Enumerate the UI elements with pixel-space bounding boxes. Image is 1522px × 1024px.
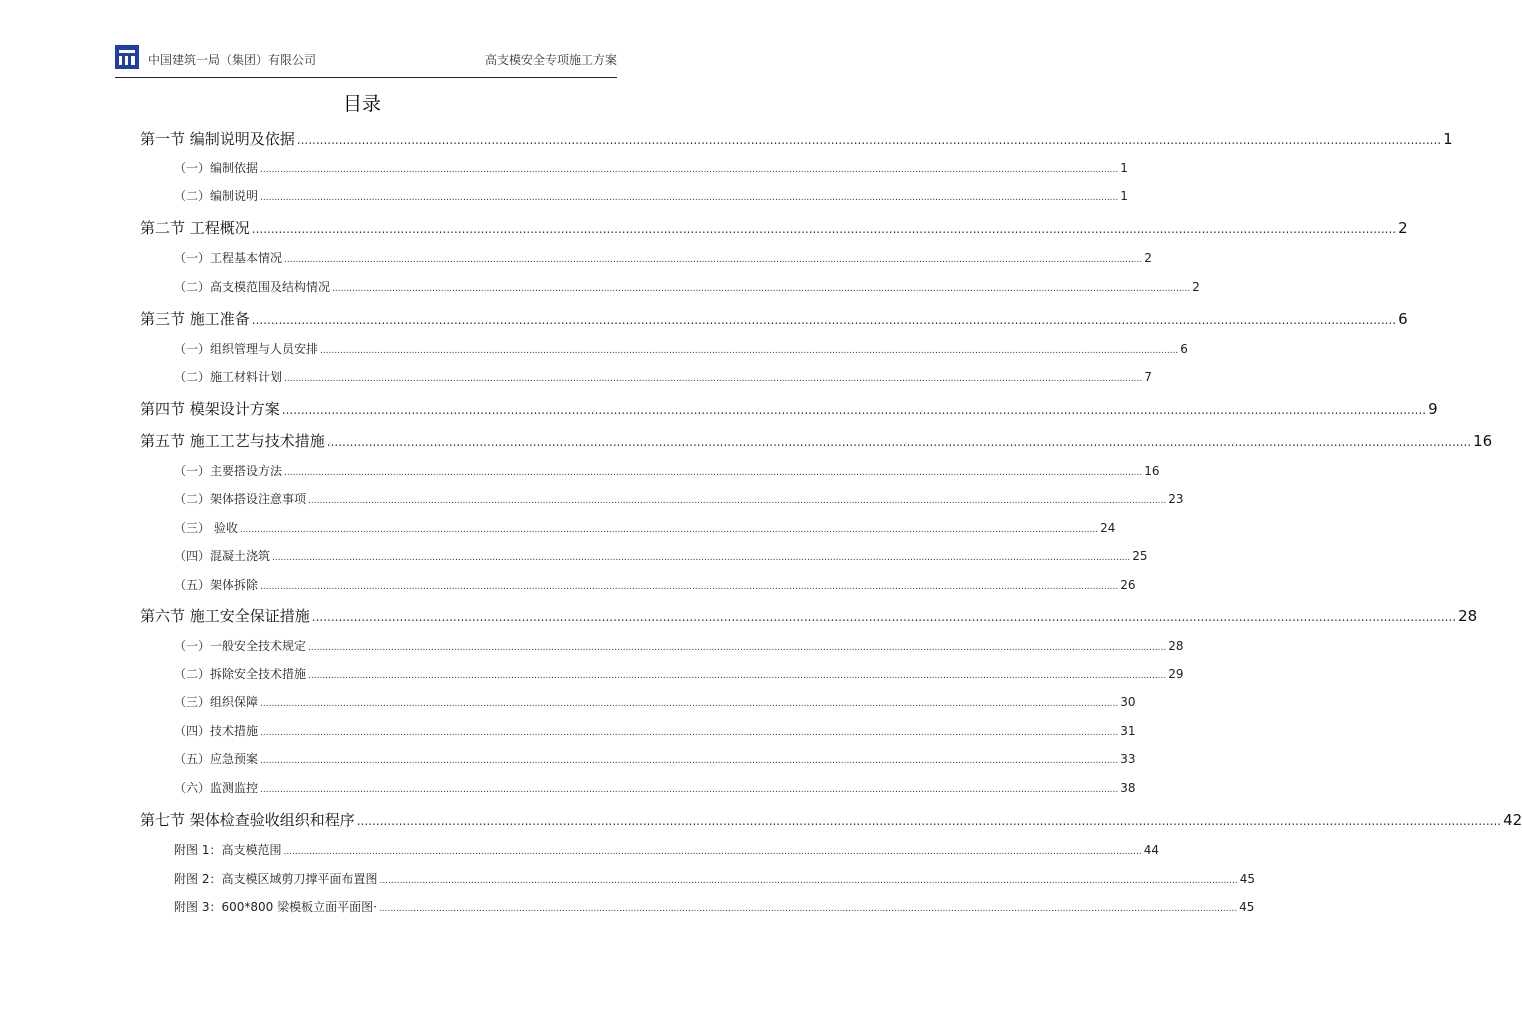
toc-page-number: 44: [1143, 843, 1159, 857]
toc-leader-dots: ............................................................................................................................................................................................................................................................................................................: [260, 756, 1119, 766]
toc-leader-dots: ............................................................................................................................................................................................................................................................................................................: [332, 284, 1191, 294]
toc-subsection-entry[interactable]: [174, 665, 1184, 682]
toc-subsection-entry[interactable]: [174, 278, 1200, 295]
toc-subsection-entry[interactable]: [174, 637, 1184, 654]
toc-leader-dots: ............................................................................................................................................................................................................................................................................................................: [260, 728, 1119, 738]
toc-page-number: 33: [1120, 752, 1136, 766]
toc-entry-title: 第七节 架体检查验收组织和程序: [140, 811, 355, 829]
toc-page-number: 45: [1239, 900, 1255, 914]
toc-section-entry[interactable]: [140, 217, 1408, 238]
toc-page-number: 6: [1398, 310, 1408, 328]
toc-subsection-entry[interactable]: [174, 750, 1136, 767]
toc-subsection-entry[interactable]: [174, 249, 1152, 266]
toc-page-number: 1: [1443, 130, 1453, 148]
toc-page-number: 29: [1168, 667, 1184, 681]
document-title: 高支模安全专项施工方案: [484, 53, 617, 67]
toc-page-number: 28: [1168, 639, 1184, 653]
toc-subsection-entry[interactable]: [174, 368, 1152, 385]
toc-entry-title: （五）应急预案: [174, 752, 259, 766]
toc-subsection-entry[interactable]: [174, 722, 1136, 739]
toc-leader-dots: ............................................................................................................................................................................................................................................................................................................: [283, 847, 1142, 857]
toc-subsection-entry[interactable]: [174, 187, 1128, 204]
toc-page-number: 7: [1144, 370, 1152, 384]
page-header: [115, 42, 617, 78]
toc-leader-dots: ............................................................................................................................................................................................................................................................................................................: [356, 814, 1502, 828]
toc-page-number: 1: [1120, 161, 1128, 175]
toc-page-number: 31: [1120, 724, 1136, 738]
toc-section-entry[interactable]: [140, 809, 1522, 830]
toc-subsection-entry[interactable]: [174, 159, 1128, 176]
toc-page-number: 45: [1239, 872, 1255, 886]
toc-subsection-entry[interactable]: [174, 490, 1184, 507]
toc-entry-title: （一）主要搭设方法: [174, 464, 283, 478]
toc-subsection-entry[interactable]: [174, 462, 1160, 479]
toc-entry-title: （二）拆除安全技术措施: [174, 667, 307, 681]
toc-subsection-entry[interactable]: [174, 841, 1159, 858]
toc-leader-dots: ............................................................................................................................................................................................................................................................................................................: [296, 133, 1442, 147]
toc-section-entry[interactable]: [140, 398, 1438, 419]
toc-entry-title: （二）编制说明: [174, 189, 259, 203]
toc-section-entry[interactable]: [140, 128, 1453, 149]
toc-page-number: 2: [1192, 280, 1200, 294]
toc-entry-title: 第四节 模架设计方案: [140, 400, 280, 418]
toc-entry-title: （一）一般安全技术规定: [174, 639, 307, 653]
toc-leader-dots: ............................................................................................................................................................................................................................................................................................................: [326, 435, 1472, 449]
toc-leader-dots: ............................................................................................................................................................................................................................................................................................................: [260, 582, 1119, 592]
toc-leader-dots: ............................................................................................................................................................................................................................................................................................................: [308, 496, 1167, 506]
toc-entry-title: （二）高支模范围及结构情况: [174, 280, 331, 294]
toc-subsection-entry[interactable]: [174, 898, 1255, 915]
company-logo-icon: [115, 45, 139, 69]
toc-page-number: 6: [1180, 342, 1188, 356]
toc-leader-dots: ............................................................................................................................................................................................................................................................................................................: [272, 553, 1131, 563]
toc-entry-title: （一）编制依据: [174, 161, 259, 175]
toc-page-number: 24: [1100, 521, 1116, 535]
toc-subsection-entry[interactable]: [174, 519, 1116, 536]
toc-page-number: 2: [1398, 219, 1408, 237]
toc-heading: 目录: [342, 93, 381, 115]
toc-leader-dots: ............................................................................................................................................................................................................................................................................................................: [260, 785, 1119, 795]
toc-entry-title: 第一节 编制说明及依据: [140, 130, 295, 148]
toc-entry-title: 第三节 施工准备: [140, 310, 250, 328]
toc-subsection-entry[interactable]: [174, 547, 1148, 564]
toc-leader-dots: ............................................................................................................................................................................................................................................................................................................: [251, 313, 1397, 327]
toc-page-number: 23: [1168, 492, 1184, 506]
toc-section-entry[interactable]: [140, 430, 1493, 451]
toc-entry-title: （三） 验收: [174, 521, 238, 535]
toc-section-entry[interactable]: [140, 308, 1408, 329]
toc-leader-dots: ............................................................................................................................................................................................................................................................................................................: [251, 222, 1397, 236]
toc-subsection-entry[interactable]: [174, 693, 1136, 710]
toc-subsection-entry[interactable]: [174, 870, 1255, 887]
toc-entry-title: 第五节 施工工艺与技术措施: [140, 432, 325, 450]
toc-entry-title: （一）组织管理与人员安排: [174, 342, 319, 356]
toc-leader-dots: ............................................................................................................................................................................................................................................................................................................: [379, 876, 1238, 886]
toc-page-number: 16: [1473, 432, 1493, 450]
toc-leader-dots: ............................................................................................................................................................................................................................................................................................................: [320, 346, 1179, 356]
toc-leader-dots: ............................................................................................................................................................................................................................................................................................................: [281, 403, 1427, 417]
toc-entry-title: （五）架体拆除: [174, 578, 259, 592]
toc-entry-title: 附图 3：600*800 梁模板立面平面图·: [174, 900, 377, 914]
company-name: 中国建筑一局（集团）有限公司: [148, 53, 317, 67]
toc-page-number: 42: [1503, 811, 1522, 829]
toc-leader-dots: ............................................................................................................................................................................................................................................................................................................: [311, 610, 1457, 624]
toc-page-number: 9: [1428, 400, 1438, 418]
toc-entry-title: （二）架体搭设注意事项: [174, 492, 307, 506]
toc-subsection-entry[interactable]: [174, 576, 1136, 593]
toc-leader-dots: ............................................................................................................................................................................................................................................................................................................: [239, 525, 1099, 535]
toc-leader-dots: ............................................................................................................................................................................................................................................................................................................: [378, 904, 1238, 914]
toc-leader-dots: ............................................................................................................................................................................................................................................................................................................: [308, 643, 1167, 653]
toc-entry-title: 第二节 工程概况: [140, 219, 250, 237]
toc-page-number: 30: [1120, 695, 1136, 709]
toc-page-number: 25: [1132, 549, 1148, 563]
toc-entry-title: （四）混凝土浇筑: [174, 549, 271, 563]
toc-entry-title: （六）监测监控: [174, 781, 259, 795]
toc-entry-title: （一）工程基本情况: [174, 251, 283, 265]
toc-leader-dots: ............................................................................................................................................................................................................................................................................................................: [260, 699, 1119, 709]
toc-page-number: 2: [1144, 251, 1152, 265]
toc-leader-dots: ............................................................................................................................................................................................................................................................................................................: [260, 193, 1119, 203]
toc-leader-dots: ............................................................................................................................................................................................................................................................................................................: [284, 468, 1143, 478]
toc-subsection-entry[interactable]: [174, 340, 1188, 357]
toc-entry-title: 附图 1：高支模范围: [174, 843, 282, 857]
toc-section-entry[interactable]: [140, 605, 1478, 626]
toc-leader-dots: ............................................................................................................................................................................................................................................................................................................: [284, 255, 1143, 265]
toc-page-number: 28: [1458, 607, 1478, 625]
toc-entry-title: 附图 2：高支模区域剪刀撑平面布置图: [174, 872, 378, 886]
toc-subsection-entry[interactable]: [174, 779, 1136, 796]
toc-page-number: 38: [1120, 781, 1136, 795]
toc-entry-title: （三）组织保障: [174, 695, 259, 709]
toc-entry-title: （四）技术措施: [174, 724, 259, 738]
toc-entry-title: 第六节 施工安全保证措施: [140, 607, 310, 625]
toc-page-number: 1: [1120, 189, 1128, 203]
toc-page-number: 26: [1120, 578, 1136, 592]
toc-leader-dots: ............................................................................................................................................................................................................................................................................................................: [260, 165, 1119, 175]
toc-entry-title: （二）施工材料计划: [174, 370, 283, 384]
toc-leader-dots: ............................................................................................................................................................................................................................................................................................................: [308, 671, 1167, 681]
toc-leader-dots: ............................................................................................................................................................................................................................................................................................................: [284, 374, 1143, 384]
toc-page-number: 16: [1144, 464, 1160, 478]
